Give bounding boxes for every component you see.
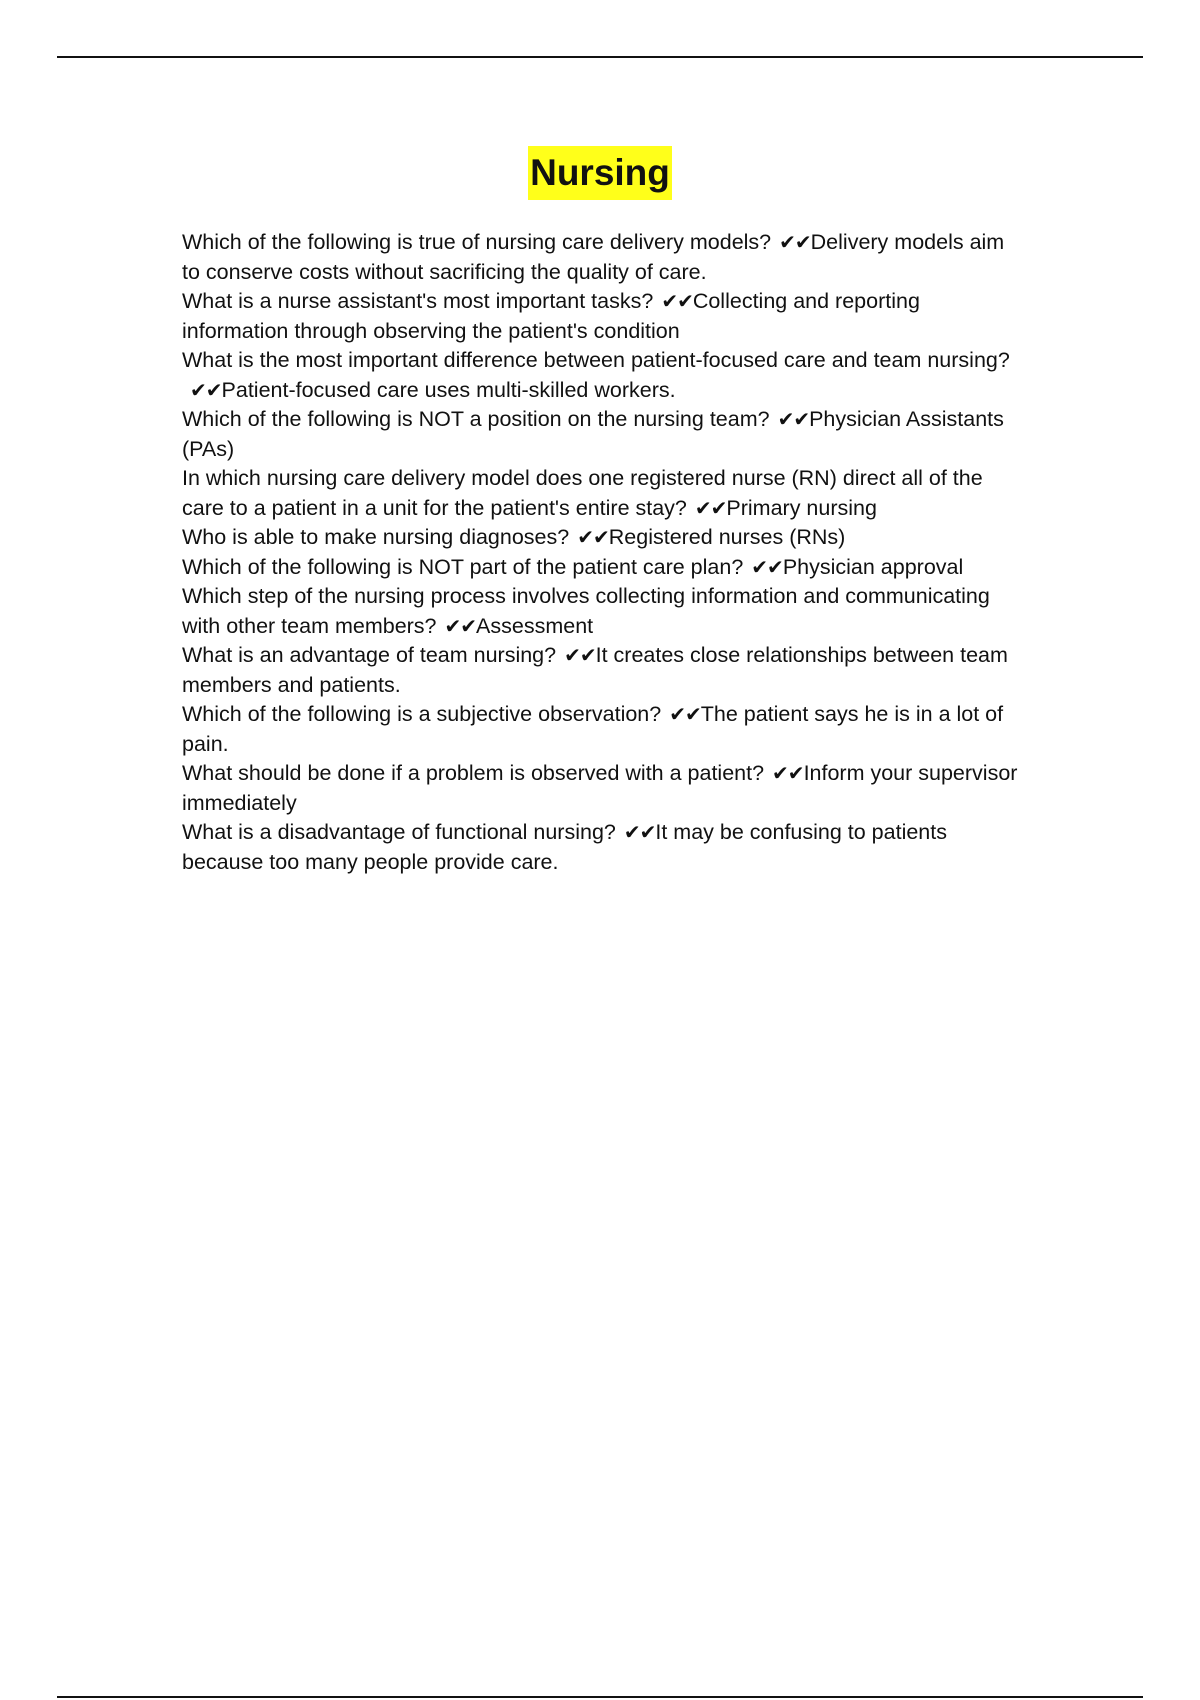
question-text: Which of the following is NOT part of the patient care plan?: [182, 554, 744, 579]
answer-text: Delivery models aim to conserve costs without sacrificing the quality of care.: [182, 230, 1005, 284]
question-text: What is the most important difference between patient-focused care and team nursing?: [182, 348, 1010, 372]
double-check-icon: ✔✔: [623, 820, 656, 844]
answer-text: Primary nursing: [726, 495, 877, 520]
double-check-icon: ✔✔: [444, 613, 477, 638]
question-text: Which of the following is NOT a position on the nursing team?: [182, 407, 770, 431]
question-text: Which step of the nursing process involves collecting information and communicating with other team members?: [182, 584, 990, 638]
qa-item: [182, 641, 1024, 700]
bottom-rule: [57, 1696, 1143, 1698]
qa-item: [182, 464, 1024, 523]
page-title: Nursing: [528, 146, 672, 200]
question-text: In which nursing care delivery model does one registered nurse (RN) direct all of the care to a patient in a unit for the patient's entire stay?: [182, 466, 983, 520]
qa-item: [182, 523, 1024, 553]
double-check-icon: ✔✔: [577, 525, 609, 549]
answer-text: Assessment: [476, 613, 594, 638]
qa-item: [182, 700, 1024, 759]
answer-text: Collecting and reporting information through observing the patient's condition: [182, 289, 920, 343]
double-check-icon: ✔✔: [669, 702, 701, 726]
question-text: What is a nurse assistant's most important tasks?: [182, 289, 654, 313]
double-check-icon: ✔✔: [779, 230, 811, 254]
qa-item: [182, 346, 1024, 405]
answer-text: Physician Assistants (PAs): [182, 407, 1004, 461]
double-check-icon: ✔✔: [751, 554, 783, 579]
qa-item: [182, 228, 1024, 287]
question-text: Which of the following is true of nursing care delivery models?: [182, 230, 772, 254]
answer-text: Registered nurses (RNs): [608, 525, 846, 549]
qa-item: [182, 405, 1024, 464]
qa-item: [182, 818, 1024, 877]
question-text: What should be done if a problem is observed with a patient?: [182, 761, 765, 785]
qa-item: [182, 582, 1024, 641]
qa-item: [182, 287, 1024, 346]
double-check-icon: ✔✔: [694, 495, 727, 520]
answer-text: The patient says he is in a lot of pain.: [182, 702, 1004, 756]
qa-list: [182, 228, 1024, 877]
answer-text: It creates close relationships between team members and patients.: [182, 643, 1008, 697]
title-block: [0, 146, 1200, 200]
qa-item: [182, 759, 1024, 818]
answer-text: It may be confusing to patients because too many people provide care.: [182, 820, 947, 874]
double-check-icon: ✔✔: [661, 289, 693, 313]
double-check-icon: ✔✔: [772, 761, 804, 785]
answer-text: Patient-focused care uses multi-skilled workers.: [221, 377, 676, 402]
top-rule: [57, 56, 1143, 58]
qa-item: [182, 553, 1024, 583]
question-text: Which of the following is a subjective observation?: [182, 702, 662, 726]
double-check-icon: ✔✔: [777, 407, 810, 431]
answer-text: Inform your supervisor immediately: [182, 761, 1018, 815]
question-text: What is a disadvantage of functional nursing?: [182, 820, 616, 844]
double-check-icon: ✔✔: [190, 377, 222, 402]
answer-text: Physician approval: [782, 554, 964, 579]
question-text: What is an advantage of team nursing?: [182, 643, 557, 667]
question-text: Who is able to make nursing diagnoses?: [182, 525, 570, 549]
double-check-icon: ✔✔: [564, 643, 596, 667]
